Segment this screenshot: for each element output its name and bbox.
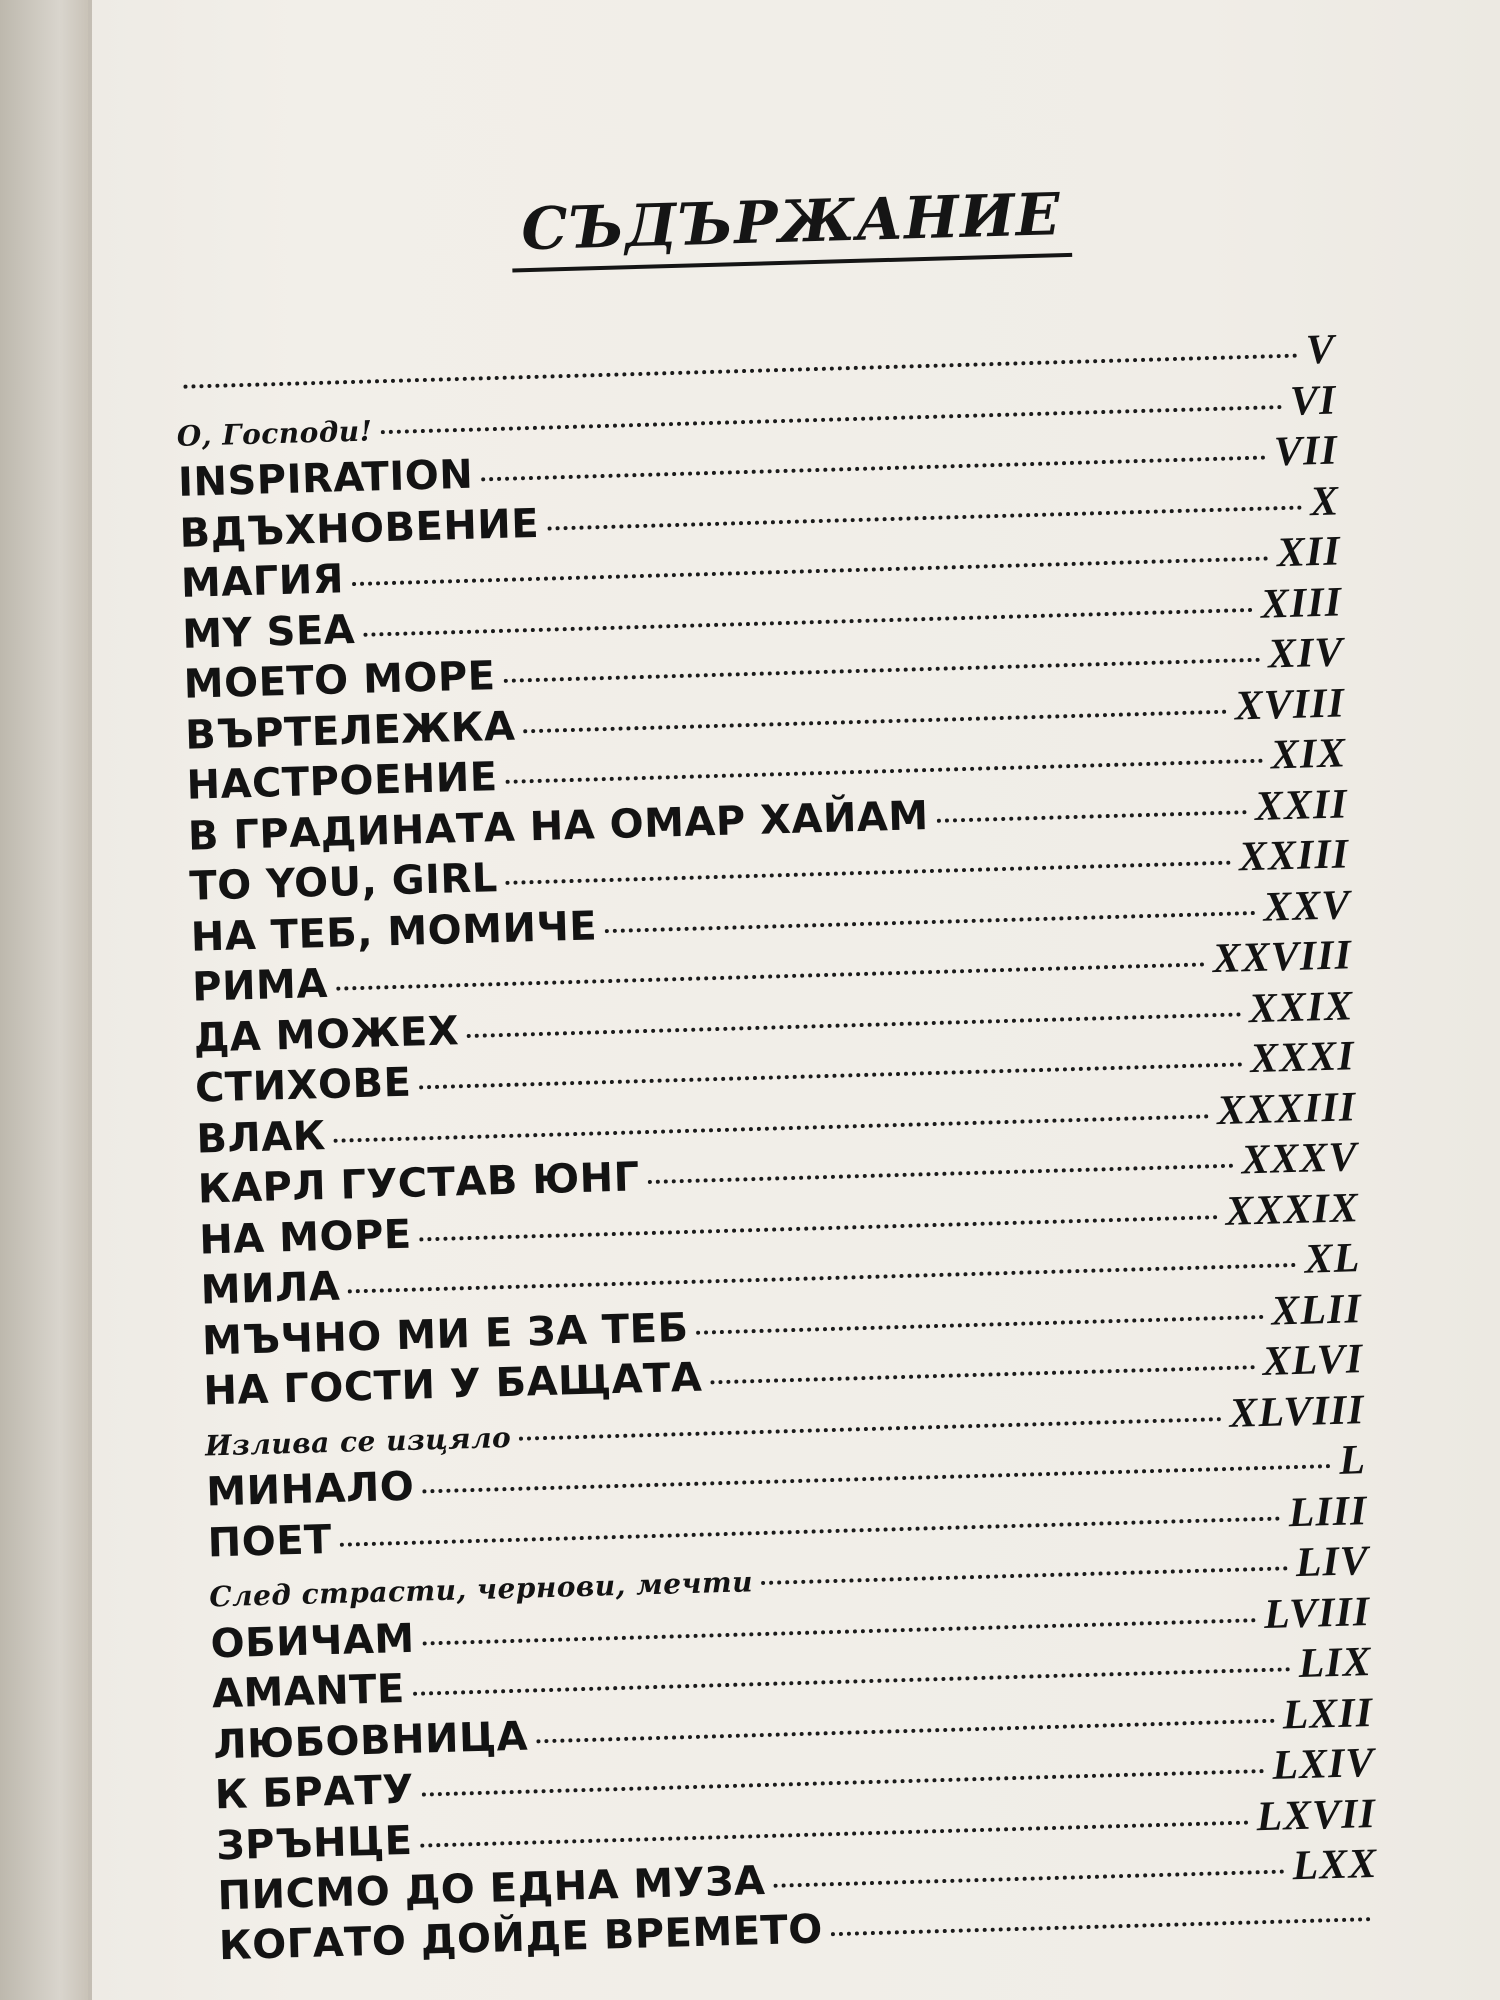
toc-entry-page: LIII (1288, 1487, 1368, 1536)
dot-leader (481, 455, 1266, 481)
toc-entry-title: ПОЕТ (207, 1516, 333, 1566)
toc-entry-title: ЗРЪНЦЕ (215, 1817, 414, 1869)
toc-entry-title: AMANTE (211, 1666, 406, 1718)
toc-entry-page: LIV (1295, 1538, 1370, 1587)
toc-entry-title: След страсти, чернови, мечти (208, 1565, 754, 1614)
toc-entry-title: ПИСМО ДО ЕДНА МУЗА (217, 1858, 767, 1920)
toc-entry-page: X (1309, 477, 1340, 525)
dot-leader (504, 658, 1261, 683)
toc-entry-page: XIV (1267, 629, 1345, 678)
toc-entry-page: XXVIII (1212, 932, 1353, 983)
toc-entry-page: XIII (1260, 578, 1343, 628)
toc-entry-page: XXV (1262, 881, 1352, 931)
toc-entry-title: INSPIRATION (177, 451, 474, 506)
dot-leader (422, 1769, 1265, 1797)
toc-entry-page: XXXIII (1216, 1083, 1357, 1134)
toc-entry-page: XL (1303, 1235, 1361, 1283)
page-fold (88, 0, 92, 2000)
dot-leader (380, 405, 1282, 434)
toc-entry-page: LXIV (1271, 1739, 1376, 1789)
toc-entry-page: V (1305, 326, 1336, 374)
dot-leader (519, 1417, 1221, 1441)
dot-leader (523, 709, 1227, 733)
toc-entry-title: ЛЮБОВНИЦА (212, 1713, 529, 1768)
dot-leader (420, 1215, 1218, 1241)
toc-entry-page: VI (1289, 377, 1337, 425)
dot-leader (413, 1667, 1291, 1696)
toc-entry-title: РИМА (191, 960, 329, 1011)
toc-entry-page: XIX (1270, 730, 1347, 779)
toc-entry-page: XLVI (1262, 1336, 1364, 1385)
page-title: СЪДЪРЖАНИЕ (510, 183, 1072, 272)
toc-entry-page: XLII (1270, 1285, 1363, 1335)
toc-entry-title: К БРАТУ (214, 1766, 415, 1819)
toc-entry-title: СТИХОВЕ (194, 1059, 412, 1112)
dot-leader (773, 1870, 1284, 1888)
dot-leader (348, 1263, 1297, 1293)
toc-entry-page: L (1338, 1437, 1367, 1484)
dot-leader (506, 759, 1263, 784)
toc-entry-title: НА ТЕБ, МОМИЧЕ (190, 902, 598, 961)
toc-entry-title: МАГИЯ (180, 556, 345, 607)
dot-leader (336, 962, 1205, 990)
dot-leader (467, 1012, 1241, 1038)
toc-entry-page: LXII (1282, 1689, 1374, 1739)
toc-entry-title: МИЛА (200, 1263, 341, 1314)
toc-entry-page: XLVIII (1228, 1386, 1366, 1437)
toc-entry-title: НАСТРОЕНИЕ (185, 754, 499, 809)
toc-entry-page: XXII (1254, 780, 1349, 830)
toc-entry-page: XXXI (1249, 1033, 1356, 1083)
toc-entry-page: LXX (1291, 1840, 1378, 1890)
toc-entry-title: В ГРАДИНАТА НА ОМАР ХАЙАМ (187, 792, 930, 860)
dot-leader (420, 1820, 1248, 1847)
dot-leader (352, 556, 1269, 586)
dot-leader (831, 1917, 1371, 1936)
table-of-contents (170, 157, 1399, 1969)
dot-leader (334, 1114, 1209, 1142)
toc-entry-title: ДА МОЖЕХ (193, 1007, 460, 1062)
toc-entry-title: ВЪРТЕЛЕЖКА (184, 703, 516, 759)
toc-entry-page: VII (1273, 427, 1339, 476)
toc-entry-title: КОГАТО ДОЙДЕ ВРЕМЕТО (218, 1905, 824, 1969)
toc-entry-page: XVIII (1234, 679, 1346, 729)
toc-entry-page: LIX (1297, 1639, 1373, 1688)
dot-leader (536, 1718, 1275, 1743)
dot-leader (340, 1516, 1281, 1546)
toc-entry-title: TO YOU, GIRL (188, 855, 499, 910)
toc-entry-title: ОБИЧАМ (209, 1615, 416, 1667)
toc-entry-title: МОЕТО МОРЕ (183, 653, 497, 708)
toc-entry-page: XXXIX (1224, 1184, 1360, 1235)
dot-leader (648, 1164, 1234, 1184)
dot-leader (422, 1464, 1331, 1493)
dot-leader (710, 1365, 1255, 1384)
dot-leader (423, 1618, 1257, 1645)
toc-entry-title: MY SEA (181, 606, 356, 658)
toc-entry-page: XXIII (1238, 831, 1350, 881)
toc-entry-title: КАРЛ ГУСТАВ ЮНГ (197, 1154, 641, 1213)
toc-entry-title: МЪЧНО МИ Е ЗА ТЕБ (201, 1304, 690, 1365)
toc-entry-page: XXXV (1240, 1134, 1359, 1184)
toc-entry-title: ВЛАК (195, 1112, 327, 1163)
dot-leader (605, 910, 1255, 932)
toc-entry-title: ВДЪХНОВЕНИЕ (178, 500, 540, 557)
dot-leader (937, 810, 1247, 823)
toc-entry-page: LXVII (1255, 1790, 1377, 1840)
toc-entry-page: XII (1276, 528, 1342, 577)
toc-entry-title: МИНАЛО (205, 1463, 415, 1516)
toc-entry-page: XXIX (1248, 982, 1354, 1032)
dot-leader (419, 1062, 1242, 1089)
dot-leader (506, 861, 1231, 885)
dot-leader (697, 1314, 1264, 1334)
toc-entry-title: НА ГОСТИ У БАЩАТА (202, 1354, 703, 1415)
toc-entry-page: LVIII (1263, 1588, 1371, 1638)
dot-leader (761, 1566, 1288, 1585)
dot-leader (363, 607, 1253, 636)
toc-entry-title: Излива се изцяло (204, 1420, 512, 1463)
toc-entry-title: НА МОРЕ (198, 1211, 413, 1264)
dot-leader (547, 505, 1302, 530)
left-page-edge (0, 0, 88, 2000)
toc-entry-title: О, Господи! (176, 413, 373, 453)
